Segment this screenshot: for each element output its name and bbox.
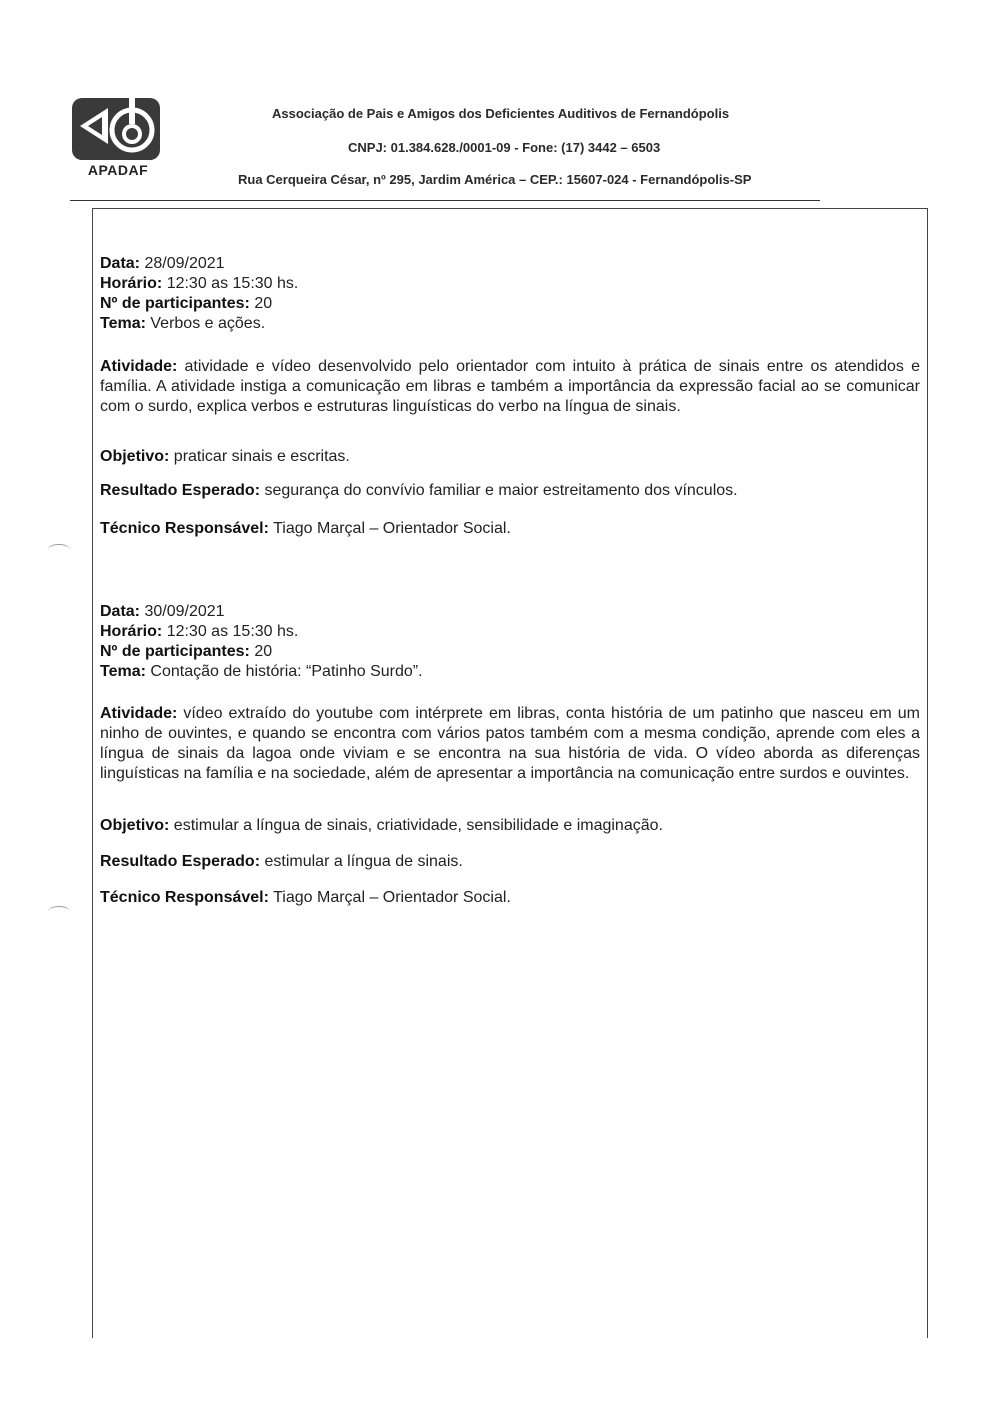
activity-value: vídeo extraído do youtube com intérprete em libras, conta história de um patinho que nasceu em um ninho de ouvintes, e quando se encontra com vários patos também com a mesma condição, aprende com eles a língua de sinais da lagoa onde viviam e se encontra na sua história de vida. O vídeo aborda as diferenças linguísticas na família e na sociedade, além de apresentar a importância na comunicação entre surdos e ouvintes. [100, 705, 920, 782]
objective-value: praticar sinais e escritas. [173, 448, 350, 465]
date-label: Data: [100, 255, 141, 272]
activity-paragraph [100, 357, 920, 417]
participants-value: 20 [254, 643, 273, 660]
theme-line [100, 662, 920, 682]
time-line [100, 274, 920, 294]
scan-mark [48, 544, 70, 555]
theme-label: Tema: [100, 315, 146, 332]
participants-line [100, 294, 920, 314]
activity-entry-2 [100, 602, 920, 908]
expected-result-value: segurança do convívio familiar e maior estreitamento dos vínculos. [264, 482, 738, 499]
time-value: 12:30 as 15:30 hs. [166, 623, 299, 640]
time-label: Horário: [100, 623, 163, 640]
technician-line [100, 519, 920, 539]
activity-paragraph [100, 704, 920, 784]
technician-label: Técnico Responsável: [100, 520, 269, 537]
time-value: 12:30 as 15:30 hs. [166, 275, 299, 292]
time-line [100, 622, 920, 642]
objective-line [100, 447, 920, 467]
date-line [100, 602, 920, 622]
expected-result-label: Resultado Esperado: [100, 853, 261, 870]
expected-result-line [100, 852, 920, 872]
participants-line [100, 642, 920, 662]
technician-value: Tiago Marçal – Orientador Social. [273, 889, 511, 906]
theme-line [100, 314, 920, 334]
expected-result-value: estimular a língua de sinais. [264, 853, 463, 870]
date-value: 28/09/2021 [144, 255, 225, 272]
organization-name: Associação de Pais e Amigos dos Deficientes Auditivos de Fernandópolis [272, 106, 730, 121]
date-label: Data: [100, 603, 141, 620]
date-line [100, 254, 920, 274]
expected-result-line [100, 481, 920, 501]
activity-label: Atividade: [100, 358, 178, 375]
technician-label: Técnico Responsável: [100, 889, 269, 906]
scan-mark [48, 906, 70, 917]
expected-result-label: Resultado Esperado: [100, 482, 261, 499]
participants-label: Nº de participantes: [100, 295, 250, 312]
activity-value: atividade e vídeo desenvolvido pelo orientador com intuito à prática de sinais entre os atendidos e família. A atividade instiga a comunicação em libras e também a importância da expressão facial ao se comunicar com o surdo, explica verbos e estruturas linguísticas do verbo na língua de sinais. [100, 358, 920, 415]
logo-label: APADAF [87, 162, 149, 178]
participants-label: Nº de participantes: [100, 643, 250, 660]
header-divider [70, 200, 820, 201]
technician-value: Tiago Marçal – Orientador Social. [273, 520, 511, 537]
theme-label: Tema: [100, 663, 146, 680]
objective-label: Objetivo: [100, 817, 170, 834]
technician-line [100, 888, 920, 908]
address: Rua Cerqueira César, nº 295, Jardim América – CEP.: 15607-024 - Fernandópolis-SP [238, 172, 752, 187]
theme-value: Contação de história: “Patinho Surdo”. [150, 663, 423, 680]
date-value: 30/09/2021 [144, 603, 225, 620]
activity-label: Atividade: [100, 705, 178, 722]
objective-label: Objetivo: [100, 448, 170, 465]
objective-line [100, 816, 920, 836]
participants-value: 20 [254, 295, 273, 312]
activity-entry-1 [100, 254, 920, 539]
theme-value: Verbos e ações. [150, 315, 266, 332]
objective-value: estimular a língua de sinais, criatividade, sensibilidade e imaginação. [173, 817, 663, 834]
cnpj-phone: CNPJ: 01.384.628./0001-09 - Fone: (17) 3442 – 6503 [348, 140, 661, 155]
time-label: Horário: [100, 275, 163, 292]
